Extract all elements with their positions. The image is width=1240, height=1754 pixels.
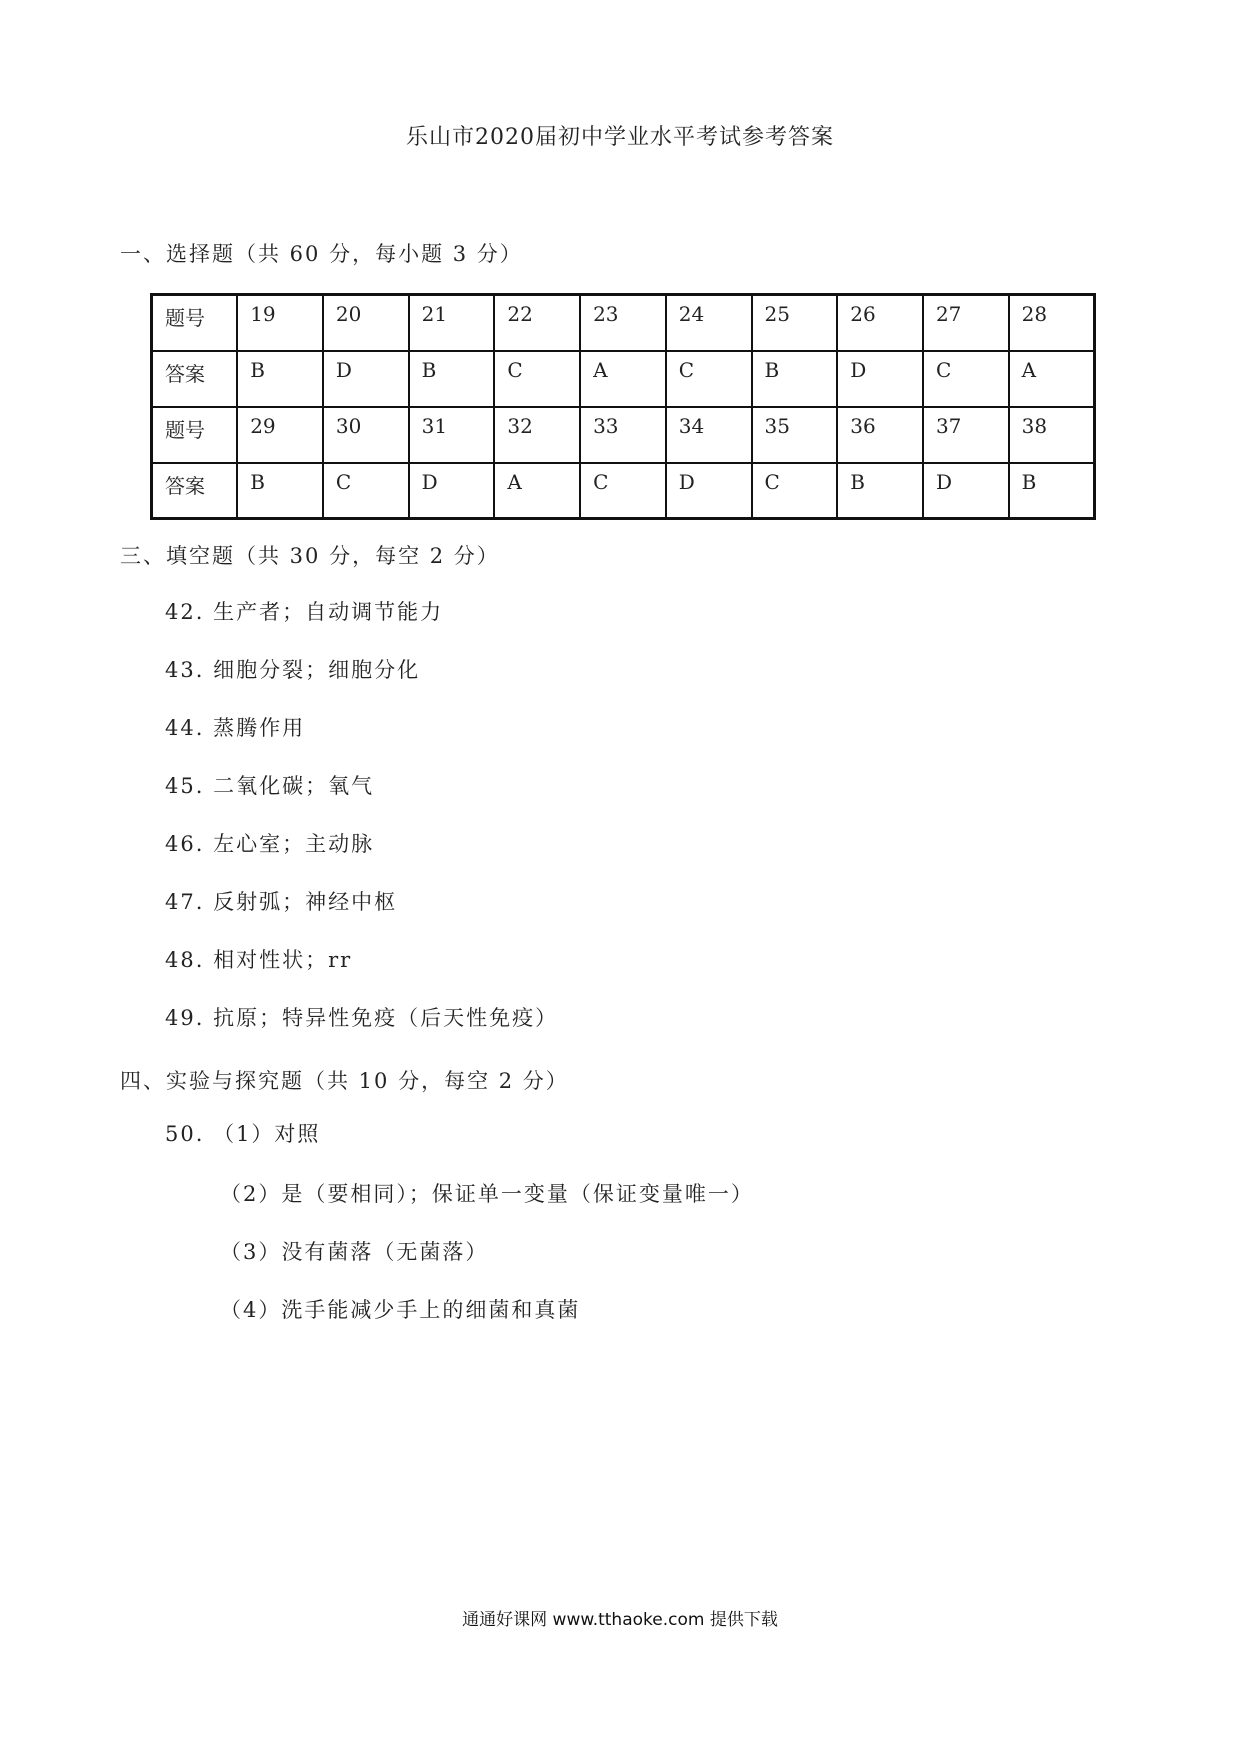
table-cell: 19: [237, 295, 323, 351]
table-row: [152, 463, 1095, 519]
experiment-answers: [165, 1118, 754, 1352]
table-cell: 22: [494, 295, 580, 351]
table-cell: B: [237, 463, 323, 519]
page-footer: 通通好课网 www.tthaoke.com 提供下载: [462, 1610, 778, 1630]
table-cell: C: [923, 351, 1009, 407]
table-cell: 答案: [152, 351, 238, 407]
table-cell: 27: [923, 295, 1009, 351]
table-cell: C: [752, 463, 838, 519]
table-cell: D: [666, 463, 752, 519]
table-cell: 38: [1009, 407, 1095, 463]
table-cell: B: [837, 463, 923, 519]
table-cell: B: [752, 351, 838, 407]
table-cell: D: [323, 351, 409, 407]
list-item: 48. 相对性状；rr: [165, 948, 353, 972]
table-cell: 37: [923, 407, 1009, 463]
table-cell: 21: [409, 295, 495, 351]
list-item: 47. 反射弧；神经中枢: [165, 890, 398, 914]
list-item: （2）是（要相同）；保证单一变量（保证变量唯一）: [220, 1182, 754, 1206]
list-item: 44. 蒸腾作用: [165, 716, 306, 740]
table-cell: D: [923, 463, 1009, 519]
table-cell: A: [580, 351, 666, 407]
table-cell: C: [323, 463, 409, 519]
table-cell: C: [666, 351, 752, 407]
table-cell: B: [237, 351, 323, 407]
page-title: 乐山市2020届初中学业水平考试参考答案: [406, 125, 834, 150]
table-cell: 32: [494, 407, 580, 463]
table-cell: 20: [323, 295, 409, 351]
table-cell: 25: [752, 295, 838, 351]
table-row: [152, 295, 1095, 351]
table-cell: 33: [580, 407, 666, 463]
table-row: [152, 407, 1095, 463]
table-cell: D: [837, 351, 923, 407]
table-cell: A: [1009, 351, 1095, 407]
answer-table: [150, 293, 1096, 520]
list-item: （3）没有菌落（无菌落）: [220, 1240, 489, 1264]
table-cell: C: [580, 463, 666, 519]
list-item: 49. 抗原；特异性免疫（后天性免疫）: [165, 1006, 559, 1030]
table-cell: A: [494, 463, 580, 519]
table-cell: 30: [323, 407, 409, 463]
table-cell: 23: [580, 295, 666, 351]
table-cell: 36: [837, 407, 923, 463]
list-item: 45. 二氧化碳；氧气: [165, 774, 375, 798]
table-cell: 34: [666, 407, 752, 463]
list-item: 42. 生产者；自动调节能力: [165, 600, 444, 624]
table-cell: 35: [752, 407, 838, 463]
table-cell: 答案: [152, 463, 238, 519]
list-item: 46. 左心室；主动脉: [165, 832, 375, 856]
table-cell: 题号: [152, 295, 238, 351]
list-item: 43. 细胞分裂；细胞分化: [165, 658, 421, 682]
table-cell: 28: [1009, 295, 1095, 351]
table-cell: 24: [666, 295, 752, 351]
table-cell: B: [409, 351, 495, 407]
section-4-heading: 四、实验与探究题（共 10 分，每空 2 分）: [120, 1069, 569, 1093]
table-row: [152, 351, 1095, 407]
table-cell: B: [1009, 463, 1095, 519]
section-1-heading: 一、选择题（共 60 分，每小题 3 分）: [120, 242, 523, 266]
list-item: （4）洗手能减少手上的细菌和真菌: [220, 1298, 581, 1322]
table-cell: 29: [237, 407, 323, 463]
table-cell: 31: [409, 407, 495, 463]
table-cell: 题号: [152, 407, 238, 463]
table-cell: C: [494, 351, 580, 407]
table-cell: D: [409, 463, 495, 519]
list-item: 50. （1）对照: [165, 1122, 321, 1146]
fill-in-answers: [165, 596, 558, 1060]
table-cell: 26: [837, 295, 923, 351]
section-3-heading: 三、填空题（共 30 分，每空 2 分）: [120, 544, 500, 568]
